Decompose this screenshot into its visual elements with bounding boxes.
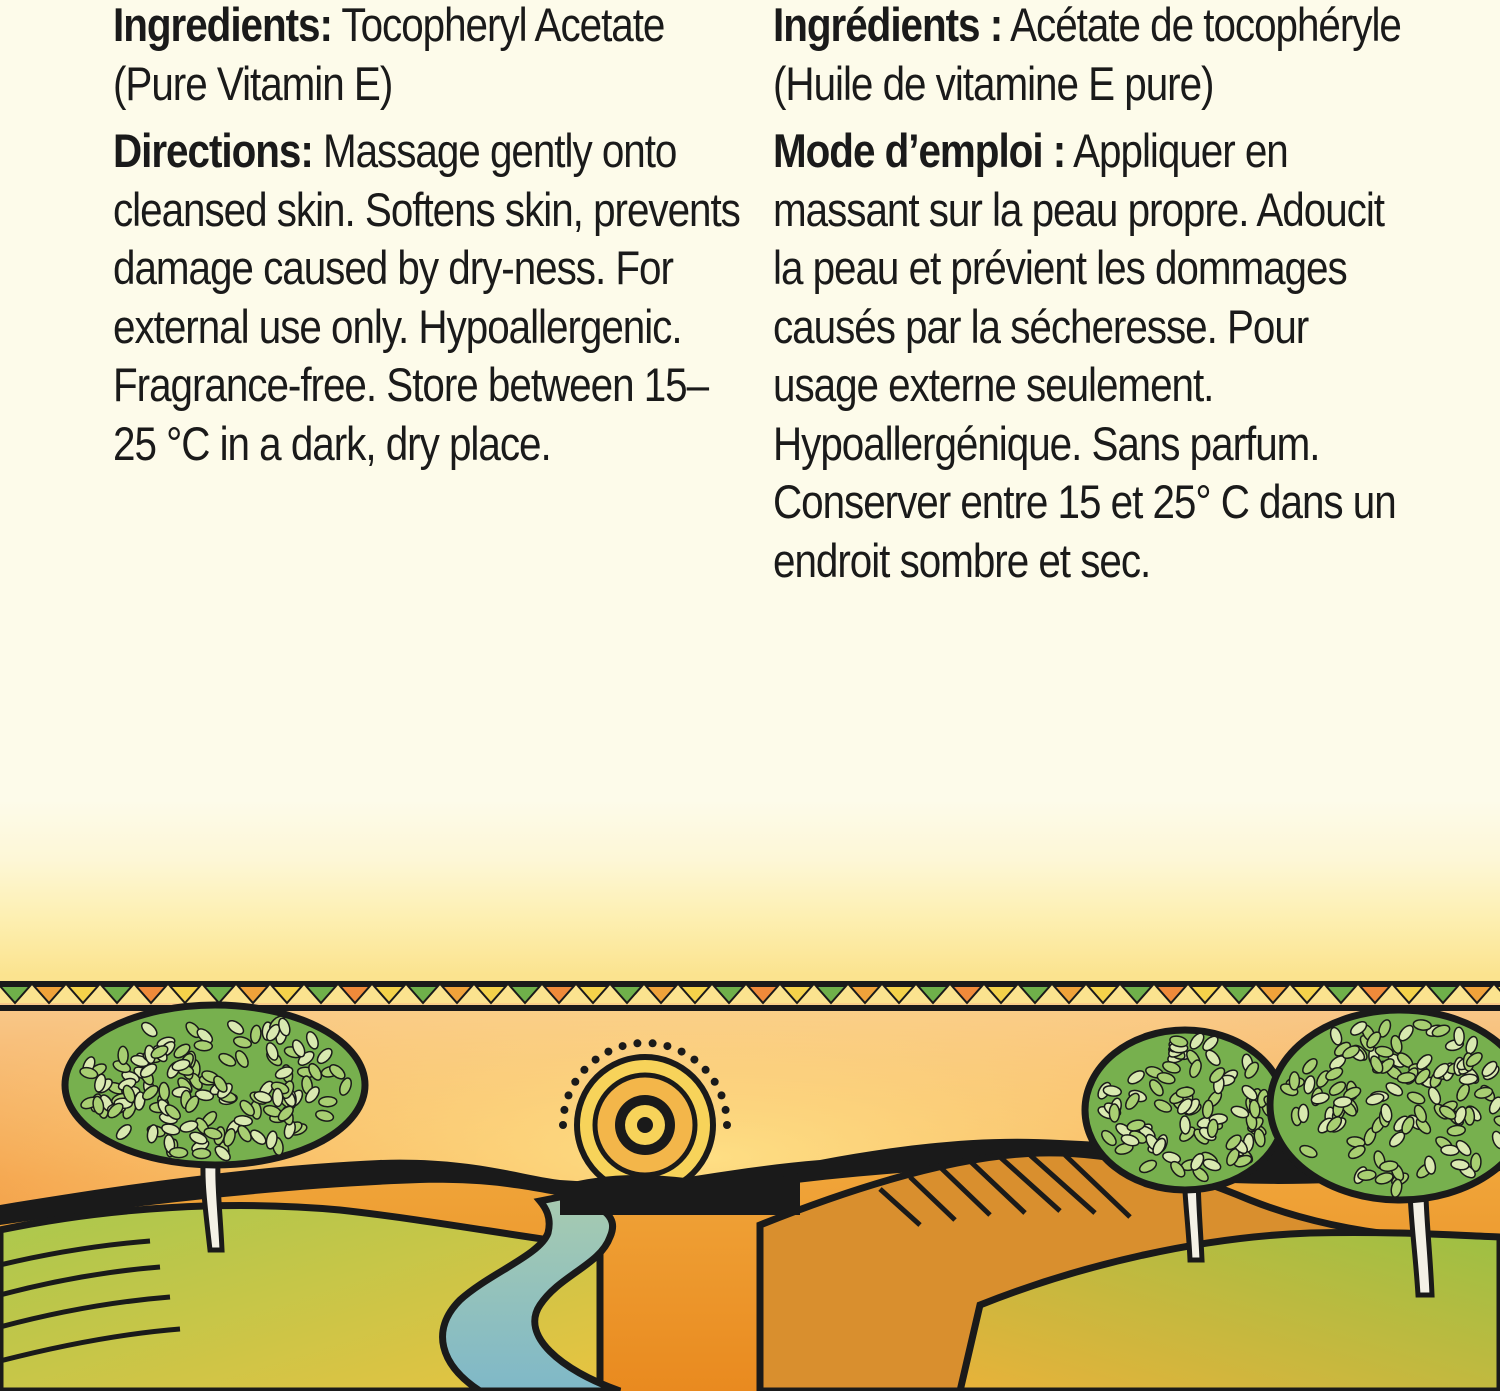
border-triangle	[782, 986, 812, 1003]
directions-text-fr: Appliquer en massant sur la peau propre. Adoucit la peau et prévient les dommages causés par la sécheresse. Pour usage externe seulement. Hypoallergénique. Sans parfum. Conserver entre 15 et 25° C dans un endroit sombre et sec.	[773, 124, 1396, 587]
english-column	[113, 0, 741, 482]
border-triangle	[612, 986, 642, 1003]
border-triangle	[952, 986, 982, 1003]
sun-ray	[619, 1042, 627, 1050]
border-triangle	[1020, 986, 1050, 1003]
border-triangle	[1462, 986, 1492, 1003]
landscape-illustration	[0, 975, 1500, 1391]
sun-ray	[649, 1039, 657, 1047]
border-triangle	[136, 986, 166, 1003]
leaf	[159, 1082, 170, 1101]
sun-ray	[723, 1121, 731, 1129]
ingredients-fr	[773, 0, 1405, 113]
border-triangle	[306, 986, 336, 1003]
border-triangle	[68, 986, 98, 1003]
border-triangle	[476, 986, 506, 1003]
border-triangle	[1292, 986, 1322, 1003]
border-triangle	[1428, 986, 1458, 1003]
border-triangle	[646, 986, 676, 1003]
directions-text-en: Massage gently onto cleansed skin. Softens skin, prevents damage caused by dry-ness. For external use only. Hypoallergenic. Fragrance-free. Store between 15–25 °C in a dark, dry place.	[113, 124, 740, 470]
french-column	[773, 0, 1405, 599]
border-triangle	[986, 986, 1016, 1003]
border-triangle	[34, 986, 64, 1003]
border-triangle	[1224, 986, 1254, 1003]
border-triangle	[1122, 986, 1152, 1003]
border-triangle	[272, 986, 302, 1003]
border-triangle	[918, 986, 948, 1003]
sun-ray	[565, 1091, 573, 1099]
border-triangle	[1326, 986, 1356, 1003]
border-triangle	[442, 986, 472, 1003]
border-triangle	[850, 986, 880, 1003]
border-triangle	[1054, 986, 1084, 1003]
sun-ray	[718, 1091, 726, 1099]
directions-fr	[773, 122, 1405, 590]
leaf	[118, 1046, 129, 1064]
border-triangle	[578, 986, 608, 1003]
border-triangle	[170, 986, 200, 1003]
border-triangle	[340, 986, 370, 1003]
border-triangle	[1088, 986, 1118, 1003]
border-triangle	[204, 986, 234, 1003]
sun-ray	[592, 1056, 600, 1064]
leaf	[319, 1096, 337, 1107]
leaf	[1109, 1104, 1119, 1122]
leaf	[273, 1088, 283, 1106]
border-triangle	[816, 986, 846, 1003]
sun-ray	[559, 1121, 567, 1129]
leaf	[1289, 1072, 1299, 1090]
sun-ray	[711, 1078, 719, 1086]
border-triangle	[1496, 986, 1500, 1003]
border-triangle	[1156, 986, 1186, 1003]
border-triangle	[1190, 986, 1220, 1003]
ingredients-text-en: Tocopheryl Acetate (Pure Vitamin E)	[113, 0, 665, 110]
sun-ray	[633, 1039, 641, 1047]
border-triangle	[238, 986, 268, 1003]
ingredients-label-fr: Ingrédients :	[773, 0, 1003, 51]
sun-ray	[702, 1066, 710, 1074]
sun-ray	[690, 1056, 698, 1064]
directions-label-en: Directions:	[113, 124, 313, 177]
directions-en	[113, 122, 741, 473]
border-triangle	[884, 986, 914, 1003]
leaf	[1179, 1116, 1190, 1135]
border-triangle	[1394, 986, 1424, 1003]
border-triangle	[408, 986, 438, 1003]
border-triangle	[1258, 986, 1288, 1003]
sun-ray	[571, 1078, 579, 1086]
ingredients-en	[113, 0, 741, 113]
leaf	[169, 1147, 187, 1158]
border-triangle	[714, 986, 744, 1003]
leaf	[192, 1148, 210, 1158]
sun-ray	[580, 1066, 588, 1074]
leaf	[1298, 1104, 1308, 1122]
border-triangle	[0, 986, 30, 1003]
sun-ray	[663, 1042, 671, 1050]
directions-label-fr: Mode d’emploi :	[773, 124, 1066, 177]
sun-ray	[560, 1106, 568, 1114]
border-triangle	[1360, 986, 1390, 1003]
sun-ray	[722, 1106, 730, 1114]
ingredients-label-en: Ingredients:	[113, 0, 332, 51]
leaf	[1454, 1027, 1465, 1045]
border-triangle	[544, 986, 574, 1003]
border-triangle	[680, 986, 710, 1003]
border-triangle	[748, 986, 778, 1003]
border-triangle	[374, 986, 404, 1003]
sun-ray	[604, 1048, 612, 1056]
border-triangle	[510, 986, 540, 1003]
border-triangle	[102, 986, 132, 1003]
sun-ray	[678, 1048, 686, 1056]
ingredients-text-fr: Acétate de tocophéryle (Huile de vitamine E pure)	[773, 0, 1401, 110]
